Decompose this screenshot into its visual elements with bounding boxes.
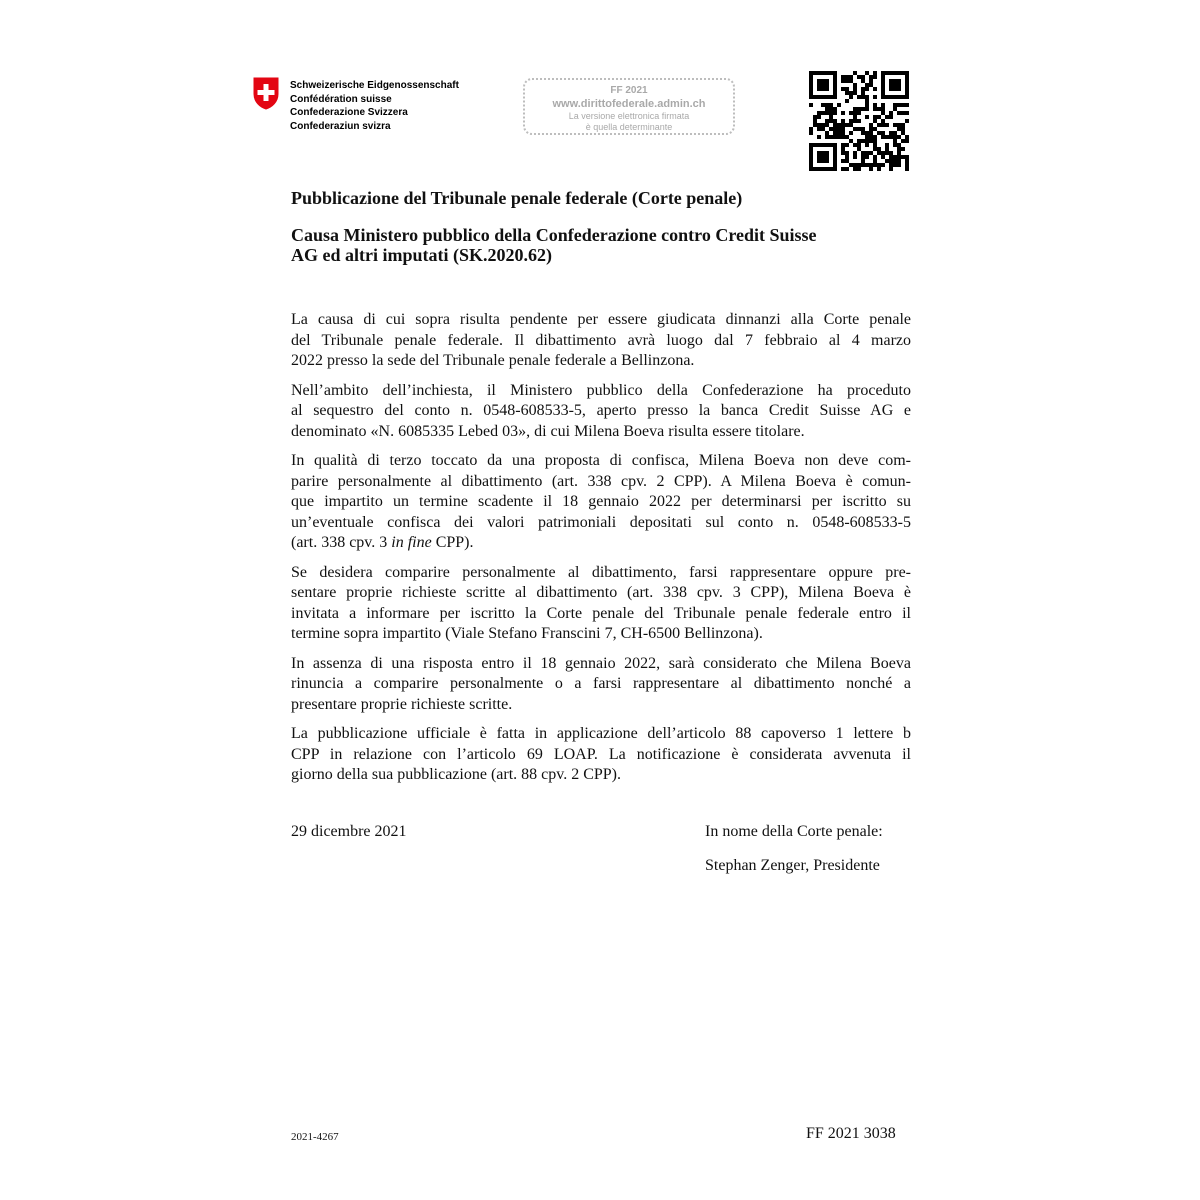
text-line: 2022 presso la sede del Tribunale penale federale a Bellinzona. xyxy=(291,352,695,369)
swiss-coat-of-arms-icon xyxy=(253,77,279,110)
italic-text: in fine xyxy=(391,534,432,551)
paragraph xyxy=(291,381,911,443)
signatory-name: Stephan Zenger, Presidente xyxy=(705,857,880,874)
document-body xyxy=(291,310,911,795)
text-line: denominato «N. 6085335 Lebed 03», di cui Milena Boeva risulta essere titolare. xyxy=(291,422,805,440)
stamp-url: www.dirittofederale.admin.ch xyxy=(552,98,706,110)
text-segment: (art. 338 cpv. 3 xyxy=(291,534,392,551)
stamp-line: è quella determinante xyxy=(585,122,673,132)
text-line: Nell’ambito dell’inchiesta, il Ministero pubblico della Confederazione ha proceduto xyxy=(291,381,911,399)
text-line: parire personalmente al dibattimento (art. 338 cpv. 2 CPP). A Milena Boeva è comun- xyxy=(291,472,911,490)
text-line: In assenza di una risposta entro il 18 gennaio 2022, sarà considerato che Milena Boeva xyxy=(291,654,911,672)
confederation-line: Confederazione Svizzera xyxy=(290,107,408,118)
text-line: giorno della sua pubblicazione (art. 88 cpv. 2 CPP). xyxy=(291,766,621,783)
page-title: Pubblicazione del Tribunale penale federale (Corte penale) xyxy=(291,188,743,208)
text-line: invitata a informare per iscritto la Corte penale del Tribunale penale federale entro il xyxy=(291,604,911,622)
case-title xyxy=(291,225,911,265)
confederation-line: Schweizerische Eidgenossenschaft xyxy=(290,80,459,91)
case-title-line: Causa Ministero pubblico della Confederazione contro Credit Suisse xyxy=(291,225,817,245)
paragraph xyxy=(291,563,911,645)
text-line: que impartito un termine scadente il 18 gennaio 2022 per determinarsi per iscritto su xyxy=(291,493,911,510)
text-line: La causa di cui sopra risulta pendente per essere giudicata dinnanzi alla Corte penale xyxy=(291,311,911,328)
text-line: del Tribunale penale federale. Il dibattimento avrà luogo dal 7 febbraio al 4 marzo xyxy=(291,331,911,349)
text-line: La pubblicazione ufficiale è fatta in applicazione dell’articolo 88 capoverso 1 lettere b xyxy=(291,725,911,742)
text-line: Se desidera comparire personalmente al dibattimento, farsi rappresentare oppure pre- xyxy=(291,563,911,581)
document-number: 2021-4267 xyxy=(291,1131,339,1143)
paragraph xyxy=(291,654,911,716)
text-line: In qualità di terzo toccato da una proposta di confisca, Milena Boeva non deve com- xyxy=(291,452,911,469)
stamp-line: FF 2021 xyxy=(610,85,648,96)
text-line: al sequestro del conto n. 0548-608533-5, aperto presso la banca Credit Suisse AG e xyxy=(291,402,911,419)
qr-code-icon xyxy=(809,71,909,171)
signature-line: In nome della Corte penale: xyxy=(705,823,883,840)
publication-stamp xyxy=(523,78,735,135)
page-reference: FF 2021 3038 xyxy=(806,1125,896,1142)
stamp-line: La versione elettronica firmata xyxy=(568,111,690,121)
document-date: 29 dicembre 2021 xyxy=(291,823,407,840)
text-line: presentare proprie richieste scritte. xyxy=(291,695,513,713)
paragraph xyxy=(291,310,911,372)
text-segment: CPP). xyxy=(431,534,474,551)
confederation-name xyxy=(290,79,459,133)
case-title-line: AG ed altri imputati (SK.2020.62) xyxy=(291,245,552,265)
paragraph xyxy=(291,451,911,554)
text-line xyxy=(291,533,911,554)
text-line: un’eventuale confisca dei valori patrimoniali depositati sul conto n. 0548-608533-5 xyxy=(291,513,911,531)
text-line: rinuncia a comparire personalmente o a farsi rappresentare al dibattimento nonché a xyxy=(291,675,911,692)
confederation-line: Confédération suisse xyxy=(290,93,392,105)
text-line: termine sopra impartito (Viale Stefano Franscini 7, CH-6500 Bellinzona). xyxy=(291,625,763,642)
text-line: sentare proprie richieste scritte al dibattimento (art. 338 cpv. 3 CPP), Milena Boeva è xyxy=(291,584,911,601)
text-line: CPP in relazione con l’articolo 69 LOAP. La notificazione è considerata avvenuta il xyxy=(291,745,911,763)
paragraph xyxy=(291,724,911,786)
confederation-line: Confederaziun svizra xyxy=(290,120,391,132)
